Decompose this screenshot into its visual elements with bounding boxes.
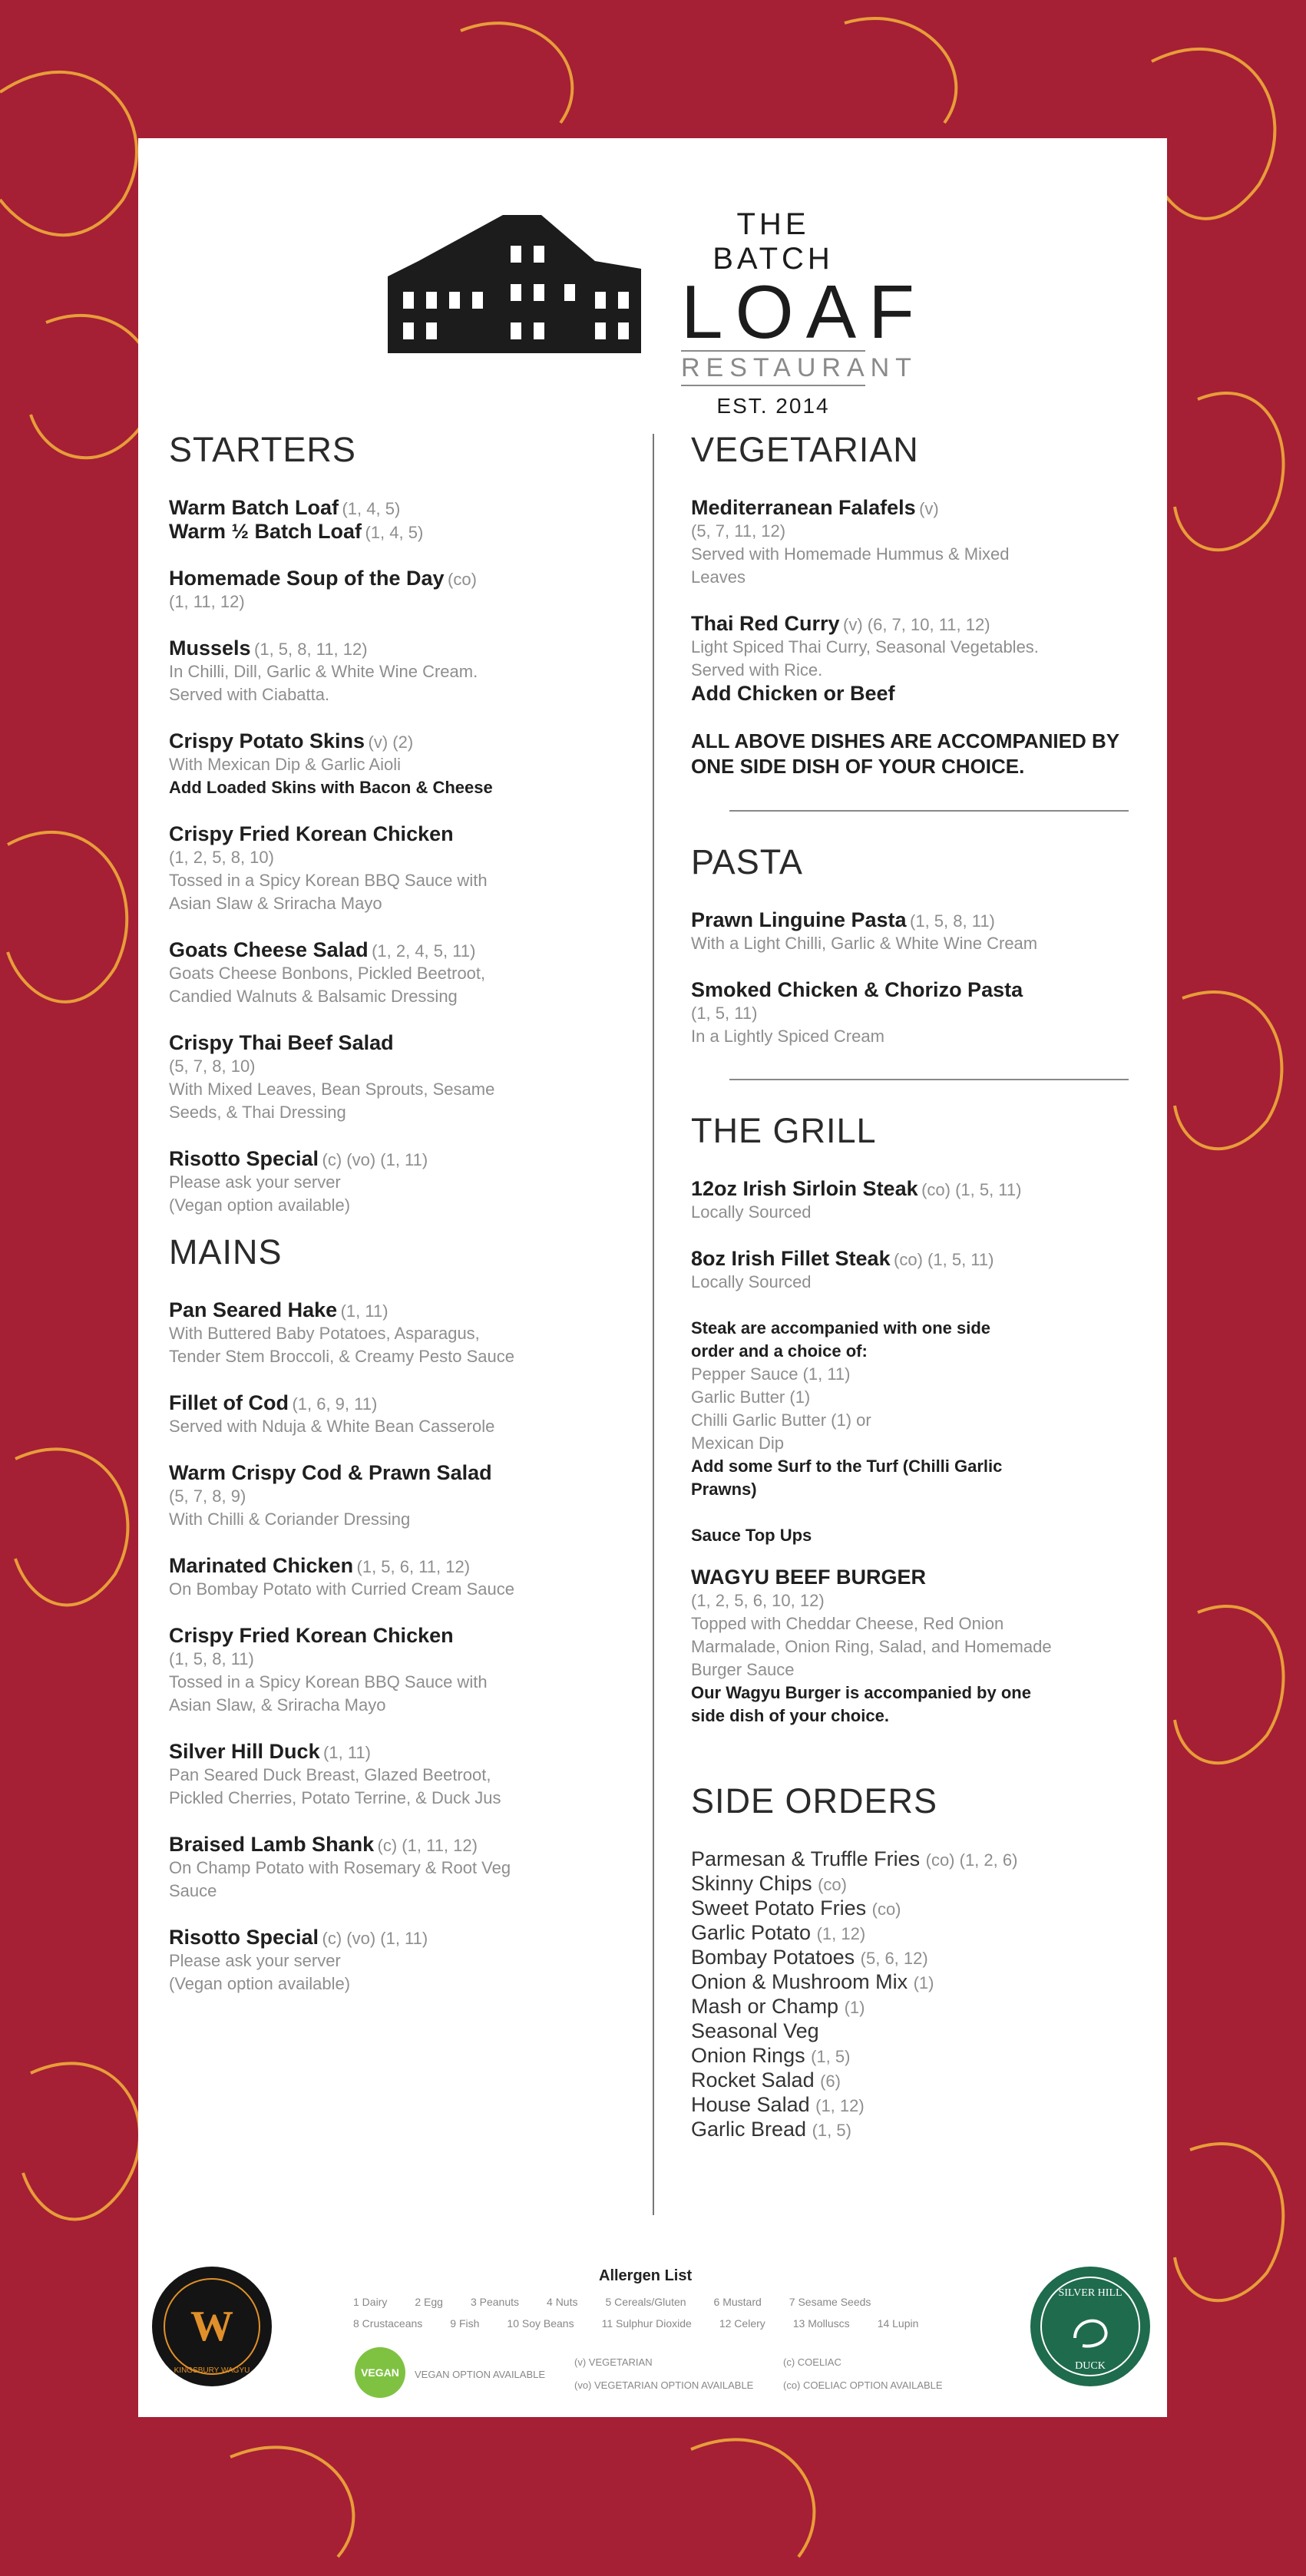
menu-item: Crispy Fried Korean Chicken (1, 2, 5, 8, 10) Tossed in a Spicy Korean BBQ Sauce with Asian Slaw & Sriracha Mayo [169, 822, 488, 913]
menu-item: Homemade Soup of the Day (co) (1, 11, 12) [169, 567, 477, 611]
menu-paper [138, 138, 1167, 2417]
section-divider [729, 1079, 1129, 1080]
vegetarian-title: VEGETARIAN [691, 430, 919, 469]
mains-title: MAINS [169, 1232, 283, 1271]
established-year: EST. 2014 [716, 394, 830, 418]
sides-title: SIDE ORDERS [691, 1781, 938, 1820]
steak-notes: Steak are accompanied with one side order and a choice of: Pepper Sauce (1, 11) Garlic Butter (1) Chilli Garlic Butter (1) or Mexican Dip Add some Surf to the Turf (Chilli Garlic Prawns) [691, 1318, 1003, 1499]
menu-item: Mediterranean Falafels (v) (5, 7, 11, 12) Served with Homemade Hummus & Mixed Leaves [691, 496, 1010, 587]
list-item: Rocket Salad (6) [691, 2068, 841, 2092]
menu-item: Marinated Chicken (1, 5, 6, 11, 12) On Bombay Potato with Curried Cream Sauce [169, 1554, 514, 1599]
allergen-grid: 1 Dairy 2 Egg 3 Peanuts 4 Nuts 5 Cereals/Gluten 6 Mustard 7 Sesame Seeds 8 Crustaceans 9 Fish 10 Soy Beans 11 Sulphur Dioxide 12 Celery 13 Molluscs 14 Lupin [353, 2296, 919, 2330]
menu-item: Thai Red Curry (v) (6, 7, 10, 11, 12) Light Spiced Thai Curry, Seasonal Vegetables. Served with Rice. Add Chicken or Beef [691, 612, 1039, 705]
menu-item: Risotto Special (c) (vo) (1, 11) Please ask your server (Vegan option available) [169, 1926, 428, 1993]
menu-item: Warm Crispy Cod & Prawn Salad (5, 7, 8, 9) With Chilli & Coriander Dressing [169, 1461, 492, 1529]
list-item: Parmesan & Truffle Fries (co) (1, 2, 6) [691, 1847, 1018, 1870]
svg-text:SILVER HILL: SILVER HILL [1058, 2287, 1122, 2299]
list-item: Garlic Potato (1, 12) [691, 1921, 866, 1944]
list-item: House Salad (1, 12) [691, 2093, 865, 2116]
menu-item: Fillet of Cod (1, 6, 9, 11) Served with Nduja & White Bean Casserole [169, 1391, 495, 1436]
column-divider [653, 434, 654, 2215]
vegan-option-label: VEGAN OPTION AVAILABLE [415, 2369, 546, 2380]
list-item: Onion Rings (1, 5) [691, 2044, 851, 2067]
list-item: Sweet Potato Fries (co) [691, 1896, 901, 1920]
section-divider [729, 810, 1129, 812]
vegan-leaf-icon [353, 2346, 407, 2399]
menu-item: Mussels (1, 5, 8, 11, 12) In Chilli, Dill, Garlic & White Wine Cream. Served with Ciabatta. [169, 637, 478, 704]
vegetarian-note: ALL ABOVE DISHES ARE ACCOMPANIED BY ONE SIDE DISH OF YOUR CHOICE. [691, 729, 1119, 778]
svg-text:W: W [190, 2303, 233, 2350]
grill-title: THE GRILL [691, 1111, 877, 1150]
menu-item: Silver Hill Duck (1, 11) Pan Seared Duck Breast, Glazed Beetroot, Pickled Cherries, Potato Terrine, & Duck Jus [169, 1740, 501, 1807]
side-orders-list [691, 1847, 1121, 2142]
svg-text:KINGSBURY WAGYU: KINGSBURY WAGYU [174, 2366, 250, 2375]
list-item: Bombay Potatoes (5, 6, 12) [691, 1946, 928, 1969]
coeliac-option-label: (co) COELIAC OPTION AVAILABLE [783, 2379, 943, 2391]
name-line-3: RESTAURANT [681, 350, 865, 386]
menu-item: Pan Seared Hake (1, 11) With Buttered Baby Potatoes, Asparagus, Tender Stem Broccoli, & Creamy Pesto Sauce [169, 1298, 514, 1366]
vegetarian-option-label: (vo) VEGETARIAN OPTION AVAILABLE [574, 2379, 754, 2391]
restaurant-name [681, 201, 927, 418]
name-line-2: LOAF [681, 270, 927, 354]
menu-item: Crispy Thai Beef Salad (5, 7, 8, 10) With Mixed Leaves, Bean Sprouts, Sesame Seeds, & Thai Dressing [169, 1031, 495, 1122]
list-item: Garlic Bread (1, 5) [691, 2118, 851, 2141]
menu-item: Smoked Chicken & Chorizo Pasta (1, 5, 11) In a Lightly Spiced Cream [691, 978, 1023, 1046]
allergen-title: Allergen List [599, 2267, 693, 2284]
menu-item: WAGYU BEEF BURGER (1, 2, 5, 6, 10, 12) Topped with Cheddar Cheese, Red Onion Marmalade, Onion Ring, Salad, and Homemade Burger Sauce Our Wagyu Burger is accompanied by one side dish of your choice. [691, 1566, 1052, 1725]
list-item: Mash or Champ (1) [691, 1995, 865, 2018]
sauce-top-ups: Sauce Top Ups [691, 1526, 812, 1545]
menu-item: 12oz Irish Sirloin Steak (co) (1, 5, 11) Locally Sourced [691, 1177, 1022, 1222]
list-item: Seasonal Veg [691, 2019, 819, 2042]
allergen-section [138, 2261, 1167, 2415]
vegetarian-label: (v) VEGETARIAN [574, 2356, 653, 2368]
menu-item: Prawn Linguine Pasta (1, 5, 8, 11) With a Light Chilli, Garlic & White Wine Cream [691, 908, 1038, 953]
menu-item: Goats Cheese Salad (1, 2, 4, 5, 11) Goats Cheese Bonbons, Pickled Beetroot, Candied Walnuts & Balsamic Dressing [169, 938, 486, 1006]
right-column [691, 430, 1121, 2142]
coeliac-label: (c) COELIAC [783, 2356, 841, 2368]
menu-item: Crispy Fried Korean Chicken (1, 5, 8, 11) Tossed in a Spicy Korean BBQ Sauce with Asian Slaw, & Sriracha Mayo [169, 1624, 488, 1715]
svg-text:VEGAN: VEGAN [361, 2366, 399, 2379]
left-column [169, 430, 530, 2019]
starters-title: STARTERS [169, 430, 356, 469]
name-line-1: THE BATCH [713, 207, 834, 276]
building-logo-icon [388, 200, 649, 361]
pasta-title: PASTA [691, 842, 803, 881]
menu-item: Crispy Potato Skins (v) (2) With Mexican Dip & Garlic Aioli Add Loaded Skins with Bacon & Cheese [169, 729, 493, 797]
menu-item: 8oz Irish Fillet Steak (co) (1, 5, 11) Locally Sourced [691, 1247, 994, 1291]
svg-text:DUCK: DUCK [1075, 2360, 1106, 2372]
menu-item: Braised Lamb Shank (c) (1, 11, 12) On Champ Potato with Rosemary & Root Veg Sauce [169, 1833, 511, 1900]
menu-item: Warm Batch Loaf (1, 4, 5) Warm ½ Batch Loaf (1, 4, 5) [169, 496, 424, 543]
list-item: Skinny Chips (co) [691, 1872, 847, 1895]
menu-item: Risotto Special (c) (vo) (1, 11) Please ask your server (Vegan option available) [169, 1147, 428, 1215]
list-item: Onion & Mushroom Mix (1) [691, 1970, 934, 1993]
